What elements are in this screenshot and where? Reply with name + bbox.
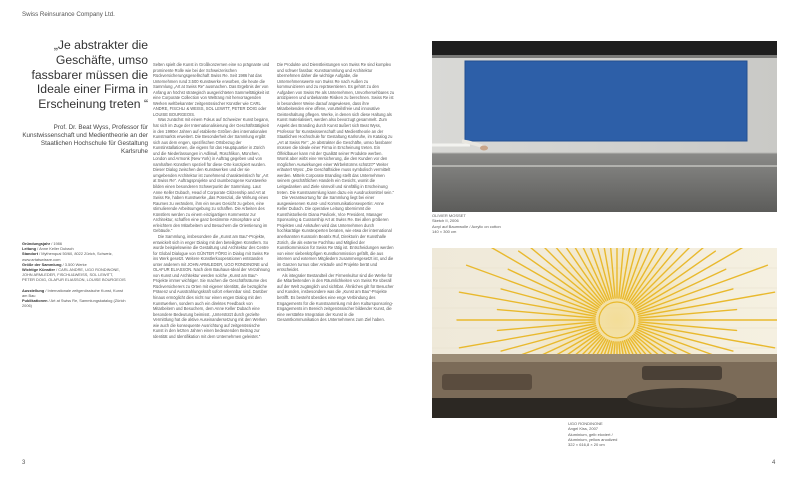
caption-mosset [432, 213, 552, 234]
paragraph: Selten spielt die Kunst in Großkonzernen eine so prägnante und prominente Rolle wie bei der Schweizerischen Rückversicherungsgesellschaft Swiss Re. Seit 1986 hat das Unternehmen rund 3.500 Kunstwerke erworben, die heute die Sammlung „Art at Swiss Re“ ausmachen. Das Ergebnis der von Anfang an höchst strategisch ausgerichteten Sammeltätigkeit ist eine Corporate Collection von Weltrang mit hervorragenden Werken weltbekannter zeitgenössischer Künstler wie CARL ANDRE, FISCHLI & WEISS, SOL LEWITT, PETER DOIG oder LOUISE BOURGEOIS. [153, 62, 270, 117]
fact-director: Leitung / Anne Keller Dubach [22, 246, 74, 252]
artwork-photo-mosset [432, 41, 777, 212]
fact-publications: Publikationen / Art at Swiss Re, Sammlungskatalog (Zürich 2006) [22, 298, 126, 309]
body-column-2 [277, 62, 395, 323]
paragraph: Die Produkte und Dienstleistungen von Swiss Re sind komplex und schwer fassbar. Kunstsammlung und Architektur übernehmen daher die wichtige Aufgabe, die Unternehmenswerte von Swiss Re nach Außen zu kommunizieren und zu repräsentieren. Es gehört zu den Aufgaben von Swiss Re als Unternehmen, Unvorhersehbares zu antizipieren und unbekannte Risiken zu berechnen. Swiss Re ist in besonderer Weise darauf angewiesen, dass ihre Mitarbeitenden eine offene, vorurteilsfreie und innovative Geisteshaltung pflegen. Werke, in denen sich diese Haltung als Kunst materialisiert, werden also bevorzugt gesammelt. Zum Aspekt des Branding durch Kunst äußert sich Beat Wyss, Professor für Kunstwissenschaft und Medientheorie an der Staatlichen Hochschule für Gestaltung Karlsruhe, im Katalog zu „Art at Swiss Re“: „Je abstrakter die Geschäfte, umso fassbarer müssen die Ideale einer Firma in Erscheinung treten. Ein Ölfeldbauer kann mit der Qualität seiner Produkte werben. Womit aber wirbt eine Versicherung, die den Kunden vor den möglichen Auswirkungen einer Wirbelstürms schützt?“ Weiter erläutert Wyss: „Die Geschäftsidee muss symbolisch vermittelt werden. Mittels Corporate Branding stellt das Unternehmen seinem geschäftlichen Handeln ein Gesicht, womit die Leitgedanken und Ziele sinnvoll und sinnfällig in Erscheinung treten. Die Kunstsammlung kann dazu ein Ausdrucksmittel sein.“ [277, 62, 395, 195]
collection-facts [22, 241, 126, 308]
fact-focus: Ausstellung / Internationale zeitgenössische Kunst, Kunst am Bau [22, 287, 123, 298]
quote-attribution: Prof. Dr. Beat Wyss, Professor für Kunstwissenschaft und Medientheorie an der Staatlichen Hochschule für Gestaltung Karlsruhe [22, 124, 148, 155]
fact-location: Standort / Mythenquai 50/60, 8022 Zürich, Schweiz, www.artatswissre.com [22, 251, 113, 262]
caption-medium: Acryl auf Baumwolle / Acrylic on cotton [432, 223, 501, 229]
caption-medium: Aluminium, gelb eloxiert / [568, 431, 613, 437]
paragraph: Die Verantwortung für die Sammlung liegt bei einer ausgewiesenen Kunst- und Kommunikationsexpertin: Anne Keller Dubach. Die operative Leitung übernimmt die Kunsthistorikerin Diana Pavlicek, Vice President, Manager Sponsoring & Curatorship Art at Swiss Re. Bei allen größeren Projekten und Ankäufen wird das Unternehmen durch hochkarätige Kunstexperten beraten, wie etwa der international anerkannten Kuratorin Beatrix Ruf, Direktorin der Kunsthalle Zürich, die als externe Fachfrau und Mitglied der Kunstkommission für Swiss Re tätig ist. Entscheidungen werden von einer siebenköpfigen Kunstkommission gefällt, die aus internen und externen Mitgliedern zusammengesetzt ist, und die im Ganzen turnus über Ankäufe und Projekte berät und entscheidet. [277, 195, 394, 273]
fact-founded: Gründungsjahr / 1986 [22, 241, 63, 246]
caption-artist: OLIVIER MOSSET [432, 213, 466, 218]
caption-title: Sketch II, 2006 [432, 218, 459, 224]
paragraph: Als integraler Bestandteil der Firmenkultur sind die Werke für die Mitarbeitenden in den Räumlichkeiten von Swiss Re überall auf der Welt zugänglich und sichtbar. Ähnliches gilt für Besucher und Kunden, insbesondere was die „Kunst am Bau“-Projekte betrifft. Es besteht überdies eine enge Verbindung des Engagements für die Kunstsammlung mit den Kultursponsoring-Engagements im Bereich zeitgenössischer bildender Kunst, die eine verstärkte Integration der Kunst in die Gesamtkommunikation des Unternehmens zum Ziel haben. [277, 272, 394, 323]
fact-artists: Wichtige Künstler / CARL ANDRE, UGO RONDINONE, JOHN ARMLEDER, FISCHLI&WEISS, SOL LEWITT, PETER DOIG, OLAFUR ELIASSON, LOUISE BOURGEOIS [22, 267, 126, 283]
caption-artist: UGO RONDINONE [568, 421, 603, 426]
caption-title: Angel Kiss, 2007 [568, 426, 599, 432]
running-header: Swiss Reinsurance Company Ltd. [22, 11, 115, 18]
caption-dimensions: 322 × 616,8 × 20 cm [568, 442, 605, 448]
paragraph: Die Sammlung, insbesondere die „Kunst am Bau“-Projekte, entwickelt sich in enger Dialog mit den beteiligten Künstlern. So wurde beispielsweise die Gestaltung und Architektur des Centre for Global Dialogue von GÜNTER FÖRG in Dialog mit Swiss Re ins Werk gesetzt. Weitere Künstlerkooperationen entstanden unter anderem mit JOHN ARMLEDER, UGO RONDINONE und OLAFUR ELIASSON. Nach dem Bauhaus-Ideal der Verzahnung von Kunst und Architektur werden solche „Kunst am Bau“-Projekte immer wichtiger. Sie machen die Geschäftsräume des Rückversicherers zu Orten mit eigener Identität, die bezügliche Präsenz und Ausstrahlungskraft sofort erkennbar sind. Darüber hinaus ermöglicht dies nicht nur einen engen Dialog mit den Kunstwerken, sondern auch ein direktes Feedback von Mitarbeitern und Besuchern, dem Anne Keller Dubach eine besondere Bedeutung beimisst. „Unterstützt durch gezielte Vermittlung hat die aktive Auseinandersetzung mit den Werken wie auch die konsequente Ausrichtung auf zeitgenössische Kunst in den letzten Jahren einen bedeutenden Beitrag zur Identität und Identifikation mit dem Unternehmen geleistet.“ [153, 233, 270, 339]
page-number-left: 3 [22, 460, 26, 466]
pull-quote: „Je abstrakter die Geschäfte, umso fassbarer müssen die Ideale einer Firma in Erscheinung treten “ [31, 38, 148, 112]
page-number-right: 4 [772, 460, 776, 466]
caption-medium-en: Aluminium, yellow anodized [568, 436, 618, 442]
caption-dimensions: 140 × 300 cm [432, 228, 457, 234]
body-column-1 [153, 62, 271, 339]
fact-size: Größe der Sammlung / 3.500 Werke [22, 261, 87, 267]
artwork-photo-rondinone [432, 248, 777, 418]
caption-rondinone [568, 421, 688, 447]
paragraph: Was zunächst mit einem Fokus auf Schweizer Kunst begann, hat sich im Zuge der Internationalisierung der Geschäftstätigkeit in den 1990er Jahren auf etablierte Größen des internationalen Kunstmarkts erweitert. Die Besonderheit der Sammlung ergibt sich aus dem engen, spezifischen Ortsbezug der Kunstinstallationen, die eigens für das Hauptquartier in Zürich und die Niederlassungen in Adliswil, Rüschlikon, München, London und Armonk (New York) in Auftrag gegeben und von namhaften Künstlern speziell für diese Orte konzipiert wurden. Dieser Dialog zwischen den Kunstwerken und der sie umgebenden Architektur ist zunehmend charakteristisch für „Art at Swiss Re“. Auftragsprojekte und raumbezogene Kunstwerke bilden einen besonderen Schwerpunkt der Sammlung. Laut Anne Keller Dubach, Head of Corporate Citizenship and Art at Swiss Re, haben Kunstwerke „das Potenzial, die Wirkung eines Raumes zu verändern, ihm ein neues Gesicht zu geben, eine stimulierende Arbeitsumgebung zu schaffen. Die Arbeiten des Künstlers werden zu einem einzigartigen Kommentar zur Architektur, schaffen eine ganz bestimmte Atmosphäre und erleichtern den Mitarbeitern und Besuchern die Orientierung im Gebäude.“ [153, 117, 270, 234]
